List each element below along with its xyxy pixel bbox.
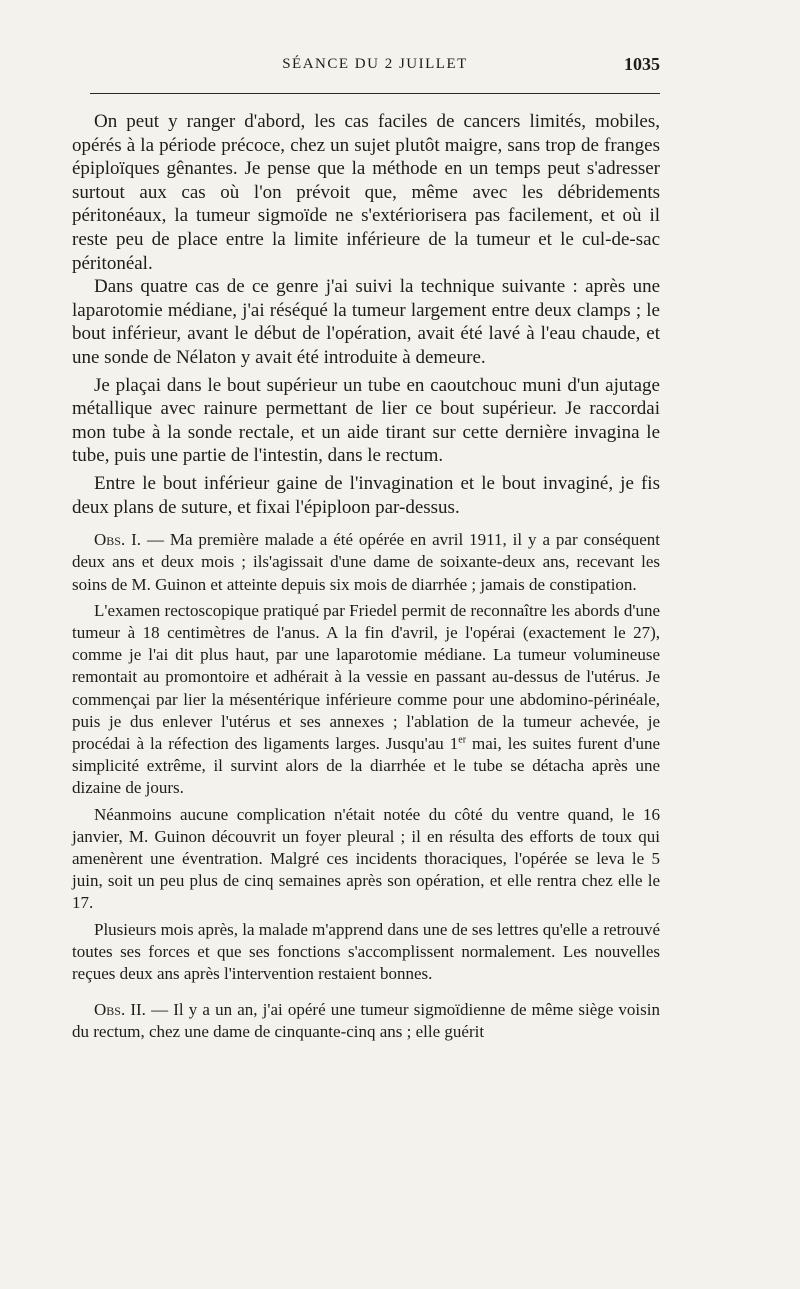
- observation-2-paragraph: [72, 999, 660, 1043]
- superscript: er: [458, 734, 467, 746]
- paragraph: Plusieurs mois après, la malade m'apprend dans une de ses lettres qu'elle a retrouvé toutes ses forces et que ses fonctions s'accomplissent normalement. Les nouvelles reçues deux ans après l'intervention restaient bonnes.: [72, 919, 661, 983]
- paragraph-text: mai, les suites furent d'une simplicité extrême, il survint alors de la diarrhée et le tube se détacha après une dizaine de jours.: [72, 733, 660, 798]
- paragraph: Néanmoins aucune complication n'était notée du côté du ventre quand, le 16 janvier, M. Guinon découvrit un foyer pleural ; il en résulta des efforts de toux qui amenèrent une éventration. Malgré ces incidents thoraciques, l'opérée se leva le 5 juin, soit un peu plus de cinq semaines après son opération, et elle rentra chez elle le 17.: [72, 804, 660, 913]
- observation-1-paragraph: [72, 529, 660, 596]
- page-header: [90, 56, 660, 80]
- body-text: [72, 110, 660, 1044]
- paragraph: Dans quatre cas de ce genre j'ai suivi la technique suivante : après une laparotomie médiane, j'ai réséqué la tumeur largement entre deux clamps ; le bout inférieur, avant le début de l'opération, avait été lavé à l'eau chaude, et une sonde de Nélaton y avait été introduite à demeure.: [72, 276, 660, 368]
- header-rule: [90, 93, 660, 94]
- observation-text: — Il y a un an, j'ai opéré une tumeur sigmoïdienne de même siège voisin du rectum, chez une dame de cinquante-cinq ans ; elle guérit: [72, 1000, 660, 1042]
- paragraph: On peut y ranger d'abord, les cas faciles de cancers limités, mobiles, opérés à la période précoce, chez un sujet plutôt maigre, sans trop de franges épiploïques gênantes. Je pense que la méthode en un temps peut s'adresser surtout aux cas où l'on prévoit que, même avec les débridements péritonéaux, la tumeur sigmoïde ne s'extériorisera pas facilement, et où il reste peu de place entre la limite inférieure de la tumeur et le cul-de-sac péritonéal.: [72, 111, 660, 274]
- running-title: SÉANCE DU 2 JUILLET: [282, 56, 468, 72]
- paragraph-text: L'examen rectoscopique pratiqué par Friedel permit de reconnaître les abords d'une tumeur à 18 centimètres de l'anus. A la fin d'avril, je l'opérai (exactement le 27), comme je l'ai dit plus haut, par une laparotomie médiane. La tumeur volumineuse remontait au promontoire et adhérait à la vessie en passant au-dessus de l'utérus. Je commençai par lier la mésentérique inférieure comme pour une abdomino-périnéale, puis je dus enlever l'utérus et ses annexes ; l'ablation de la tumeur achevée, je procédai à la réfection des ligaments larges. Jusqu'au 1: [72, 600, 660, 753]
- observation-text: — Ma première malade a été opérée en avril 1911, il y a par conséquent deux ans et deux mois ; ils'agissait d'une dame de soixante-deux ans, recevant les soins de M. Guinon et atteinte depuis six mois de diarrhée ; jamais de constipation.: [72, 530, 660, 594]
- observation-label: Obs. I.: [94, 530, 142, 550]
- observation-label: Obs. II.: [94, 1000, 146, 1020]
- paragraph: [72, 600, 660, 800]
- page-number: 1035: [624, 54, 660, 74]
- paragraph: Je plaçai dans le bout supérieur un tube en caoutchouc muni d'un ajutage métallique avec rainure permettant de lier ce bout supérieur. Je raccordai mon tube à la sonde rectale, et un aide tirant sur cette dernière invagina le tube, puis une partie de l'intestin, dans le rectum.: [72, 374, 660, 467]
- paragraph: Entre le bout inférieur gaine de l'invagination et le bout invaginé, je fis deux plans de suture, et fixai l'épiploon par-dessus.: [72, 472, 660, 518]
